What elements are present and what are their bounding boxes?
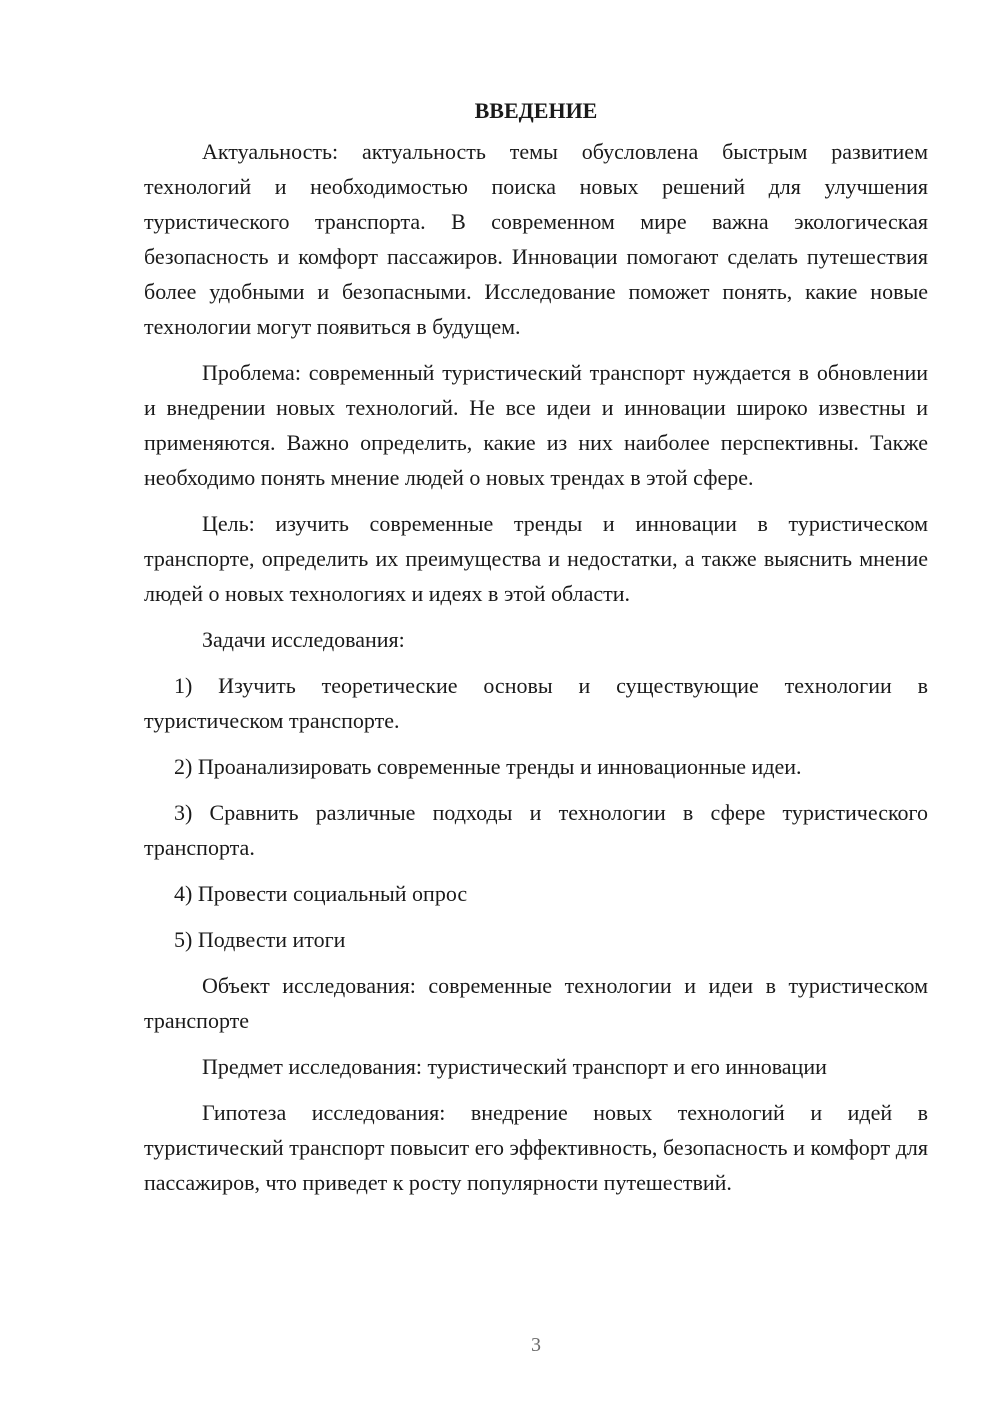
- task-item-1: 1) Изучить теоретические основы и существующие технологии в туристическом транспорте.: [144, 673, 928, 733]
- task-item-2: 2) Проанализировать современные тренды и инновационные идеи.: [174, 754, 802, 779]
- page-title: ВВЕДЕНИЕ: [474, 98, 598, 123]
- page-number: 3: [531, 1334, 541, 1356]
- tasks-heading: Задачи исследования:: [202, 627, 405, 652]
- document-page: [144, 94, 928, 1200]
- task-item-3: 3) Сравнить различные подходы и технологии в сфере туристического транспорта.: [144, 800, 928, 860]
- task-item-4: 4) Провести социальный опрос: [174, 881, 468, 906]
- subject-paragraph: Предмет исследования: туристический транспорт и его инновации: [202, 1054, 827, 1079]
- task-item-5: 5) Подвести итоги: [174, 927, 346, 952]
- object-paragraph: Объект исследования: современные технологии и идеи в туристическом транспорте: [144, 973, 928, 1033]
- goal-paragraph: Цель: изучить современные тренды и инновации в туристическом транспорте, определить их преимущества и недостатки, а также выяснить мнение людей о новых технологиях и идеях в этой области.: [144, 511, 928, 606]
- problem-paragraph: Проблема: современный туристический транспорт нуждается в обновлении и внедрении новых технологий. Не все идеи и инновации широко известны и применяются. Важно определить, какие из них наиболее перспективны. Также необходимо понять мнение людей о новых трендах в этой сфере.: [144, 360, 928, 490]
- relevance-paragraph: Актуальность: актуальность темы обусловлена быстрым развитием технологий и необходимостью поиска новых решений для улучшения туристического транспорта. В современном мире важна экологическая безопасность и комфорт пассажиров. Инновации помогают сделать путешествия более удобными и безопасными. Исследование поможет понять, какие новые технологии могут появиться в будущем.: [144, 139, 928, 339]
- hypothesis-paragraph: Гипотеза исследования: внедрение новых технологий и идей в туристический транспорт повысит его эффективность, безопасность и комфорт для пассажиров, что приведет к росту популярности путешествий.: [144, 1100, 928, 1195]
